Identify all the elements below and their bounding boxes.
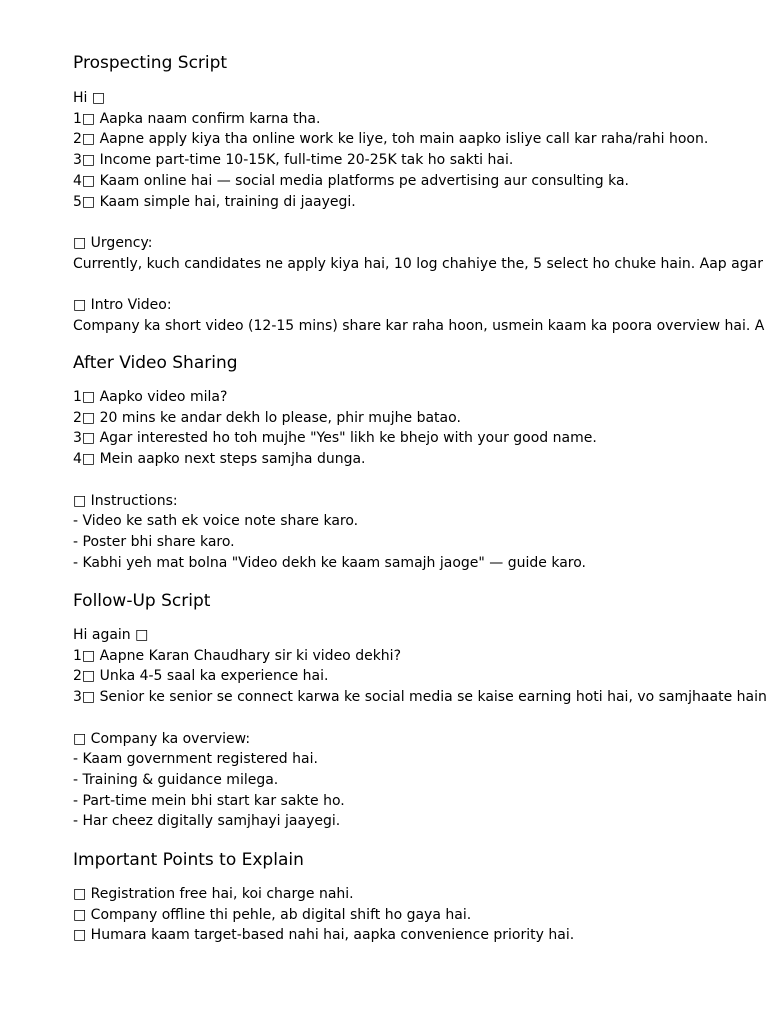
text-line: □ Company offline thi pehle, ab digital shift ho gaya hai.	[73, 906, 472, 923]
section-heading: Important Points to Explain	[73, 850, 304, 870]
section-after-video-sharing	[73, 352, 768, 571]
section-heading: Prospecting Script	[73, 53, 228, 73]
text-line: 2□ Unka 4-5 saal ka experience hai.	[73, 668, 329, 685]
text-line: 4□ Mein aapko next steps samjha dunga.	[73, 451, 366, 468]
section-heading: Follow-Up Script	[73, 591, 211, 611]
text-line	[73, 470, 768, 491]
text-line: □ Instructions:	[73, 492, 178, 509]
text-line: □ Humara kaam target-based nahi hai, aapka convenience priority hai.	[73, 927, 575, 944]
text-line: □ Registration free hai, koi charge nahi.	[73, 886, 354, 902]
text-line: - Kaam government registered hai.	[73, 751, 318, 768]
text-line: □ Intro Video:	[73, 297, 172, 313]
section-body	[73, 387, 768, 573]
section-body	[73, 625, 768, 832]
text-line	[73, 274, 768, 295]
text-line: 1□ Aapne Karan Chaudhary sir ki video dekhi?	[73, 647, 401, 664]
text-line: - Kabhi yeh mat bolna "Video dekh ke kaam samajh jaoge" — guide karo.	[73, 554, 586, 571]
text-line	[73, 212, 768, 233]
text-line: - Video ke sath ek voice note share karo.	[73, 513, 359, 530]
section-prospecting-script	[73, 52, 768, 334]
text-line: 3□ Agar interested ho toh mujhe "Yes" likh ke bhejo with your good name.	[73, 430, 597, 447]
section-heading: After Video Sharing	[73, 353, 238, 373]
text-line: 3□ Income part-time 10-15K, full-time 20-25K tak ho sakti hai.	[73, 152, 514, 169]
text-line: Company ka short video (12-15 mins) share kar raha hoon, usmein kaam ka poora overview hai. A	[73, 317, 765, 334]
text-line: Currently, kuch candidates ne apply kiya hai, 10 log chahiye the, 5 select ho chuke hain. Aap agar	[73, 255, 763, 272]
text-line: 1□ Aapko video mila?	[73, 389, 228, 405]
text-line: - Har cheez digitally samjhayi jaayegi.	[73, 813, 341, 830]
text-line: 2□ 20 mins ke andar dekh lo please, phir mujhe batao.	[73, 409, 461, 426]
text-line: 4□ Kaam online hai — social media platforms pe advertising aur consulting ka.	[73, 172, 629, 189]
text-line: □ Company ka overview:	[73, 730, 251, 747]
text-line: - Poster bhi share karo.	[73, 533, 235, 550]
text-line: 1□ Aapka naam confirm karna tha.	[73, 110, 321, 127]
section-follow-up-script	[73, 590, 768, 830]
text-line: Hi □	[73, 90, 106, 106]
text-line: □ Urgency:	[73, 234, 153, 251]
section-body	[73, 884, 768, 946]
section-body	[73, 88, 768, 336]
text-line: 2□ Aapne apply kiya tha online work ke liye, toh main aapko isliye call kar raha/rahi hoon.	[73, 131, 709, 148]
text-line: Hi again □	[73, 627, 149, 643]
text-line: - Part-time mein bhi start kar sakte ho.	[73, 792, 345, 809]
section-important-points	[73, 849, 768, 944]
text-line: - Training & guidance milega.	[73, 771, 279, 788]
text-line: 3□ Senior ke senior se connect karwa ke social media se kaise earning hoti hai, vo samjhaate hain	[73, 689, 767, 706]
text-line: 5□ Kaam simple hai, training di jaayegi.	[73, 193, 356, 210]
text-line	[73, 708, 768, 729]
